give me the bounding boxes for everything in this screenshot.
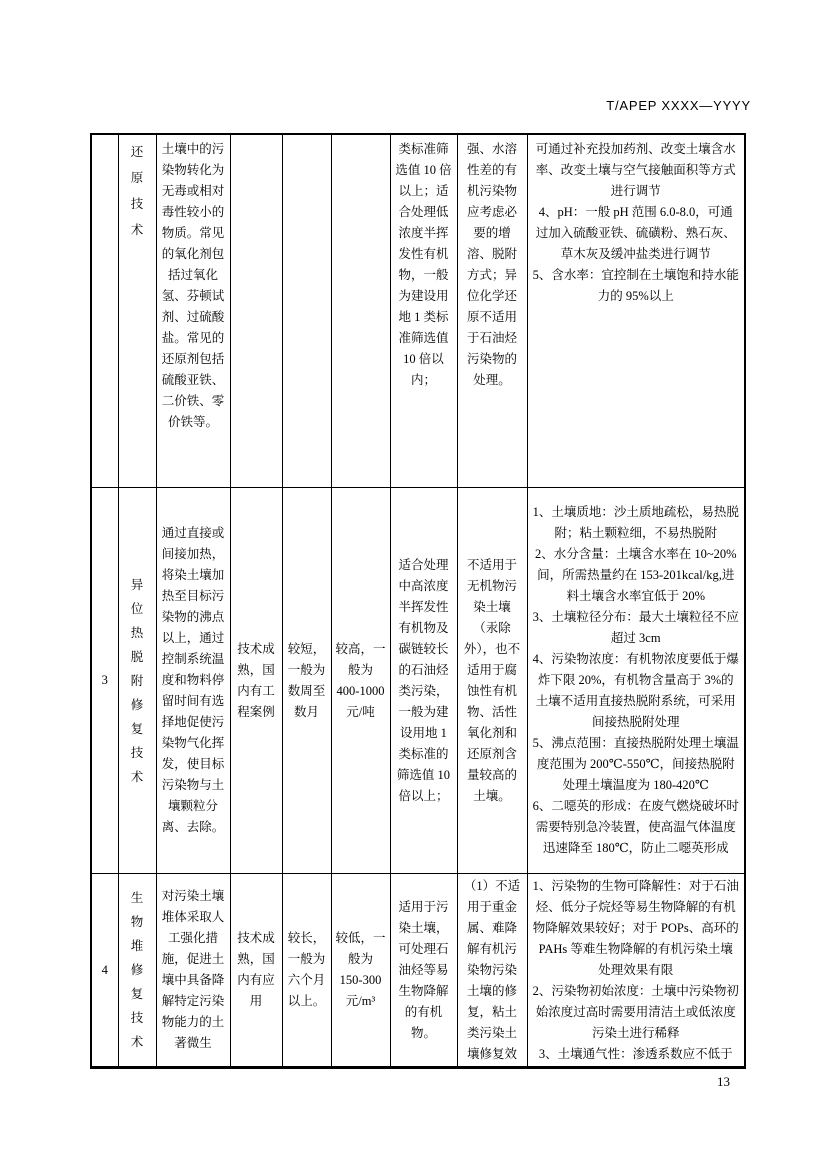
duration-cell [282, 488, 331, 874]
duration-text: 较短，一般为数周至数月 [287, 641, 326, 719]
key-parameter-item: 4、污染物浓度：有机物浓度要低于爆炸下限 20%，有机物含量高于 3%的土壤不适用直接热脱附系统，可采用间接热脱附处理 [532, 652, 739, 729]
not-applicable-scope: （1）不适用于重金属、难降解有机污染物污染土壤的修复，粘土类污染土壤修复效 [463, 879, 521, 1061]
row-number-cell [91, 874, 118, 1068]
maturity-cell [230, 874, 282, 1068]
not-applicable-scope: 强、水溶性差的有机污染物应考虑必要的增溶、脱附方式；异位化学还原不适用于石油烃污染物的处理。 [466, 142, 517, 387]
cost-text: 较低，一般为 150-300 元/m³ [335, 931, 386, 1008]
key-parameter-item: 5、沸点范围：直接热脱附处理土壤温度范围为 200℃-550℃，间接热脱附处理土壤温度为 180-420℃ [532, 736, 739, 792]
key-parameter-item: 5、含水率：宜控制在土壤饱和持水能力的 95%以上 [532, 268, 739, 303]
tech-name: 生物堆修复技术 [130, 891, 144, 1049]
cost-cell [331, 488, 390, 874]
document-header: T/APEP XXXX—YYYY [606, 98, 751, 113]
not-applicable-scope: 不适用于无机物污染土壤（汞除外），也不适用于腐蚀性有机物、活性氧化剂和还原剂含量较高的土壤。 [463, 557, 521, 803]
tech-name-cell [118, 134, 156, 488]
cost-cell [331, 134, 390, 488]
tech-description: 对污染土壤堆体采取人工强化措施，促进土壤中具备降解特定污染物能力的土著微生 [161, 889, 225, 1050]
maturity-text: 技术成熟，国内有工程案例 [237, 641, 275, 719]
tech-description: 土壤中的污染物转化为无毒或相对毒性较小的物质。常见的氧化剂包括过氧化氢、芬顿试剂、过硫酸盐。常见的还原剂包括硫酸亚铁、二价铁、零价铁等。 [161, 142, 225, 429]
tech-name-cell [118, 488, 156, 874]
not-applicable-scope-cell [457, 488, 527, 874]
key-parameter-item: 2、污染物初始浓度：土壤中污染物初始浓度过高时需要用清洁土或低浓度污染土进行稀释 [532, 984, 739, 1040]
tech-description-cell [156, 488, 230, 874]
table-row-thermal-desorption [91, 488, 745, 874]
not-applicable-scope-cell [457, 134, 527, 488]
applicable-scope-cell [390, 874, 457, 1068]
tech-name: 异位热脱附修复技术 [130, 577, 144, 784]
tech-name-cell [118, 874, 156, 1068]
table-row-biopile [91, 874, 745, 1068]
table-row-reduction-tech [91, 134, 745, 488]
cost-cell [331, 874, 390, 1068]
applicable-scope: 适合处理中高浓度半挥发性有机物及碳链较长的石油烃类污染，一般为建设用地 1 类标准的筛选值 10 倍以上； [396, 557, 451, 803]
key-parameter-item: 3、土壤通气性：渗透系数应不低于 [538, 1047, 733, 1061]
key-parameter-item: 2、水分含量：土壤含水率在 10~20%间，所需热量约在 153-201kcal/kg,进料土壤含水率宜低于 20% [534, 547, 737, 603]
key-parameters-cell [527, 134, 745, 488]
not-applicable-scope-cell [457, 874, 527, 1068]
key-parameter-item: 3、土壤粒径分布：最大土壤粒径不应超过 3cm [532, 610, 739, 645]
key-parameter-item: 1、土壤质地：沙土质地疏松，易热脱附；粘土颗粒细，不易热脱附 [532, 505, 739, 540]
applicable-scope-cell [390, 134, 457, 488]
key-parameter-item: 4、pH：一般 pH 范围 6.0-8.0，可通过加入硫酸亚铁、硫磺粉、熟石灰、草木灰及缓冲盐类进行调节 [535, 205, 736, 261]
technology-comparison-table [90, 133, 746, 1069]
tech-description-cell [156, 874, 230, 1068]
duration-cell [282, 874, 331, 1068]
maturity-cell [230, 488, 282, 874]
maturity-text: 技术成熟，国内有应用 [237, 931, 275, 1008]
page-number: 13 [717, 1074, 730, 1089]
maturity-cell [230, 134, 282, 488]
row-number: 3 [101, 673, 108, 687]
tech-name: 还原技术 [130, 145, 144, 237]
cost-text: 较高，一般为 400-1000 元/吨 [335, 641, 386, 719]
duration-text: 较长，一般为六个月以上。 [287, 931, 326, 1008]
duration-cell [282, 134, 331, 488]
applicable-scope: 类标准筛选值 10 倍以上；适合处理低浓度半挥发性有机物，一般为建设用地 1 类标准筛选值 10 倍以内； [395, 142, 452, 387]
tech-description: 通过直接或间接加热，将染土壤加热至目标污染物的沸点以上，通过控制系统温度和物料停留时间有选择地促使污染物气化挥发，使目标污染物与土壤颗粒分离、去除。 [161, 526, 225, 834]
applicable-scope: 适用于污染土壤，可处理石油烃等易生物降解的有机物。 [398, 899, 449, 1040]
applicable-scope-cell [390, 488, 457, 874]
key-parameters-cell [527, 874, 745, 1068]
row-number-cell [91, 488, 118, 874]
key-parameter-item: 6、二噁英的形成：在废气燃烧破坏时需要特别急冷装置，使高温气体温度迅速降至 180℃，防止二噁英形成 [532, 799, 739, 855]
row-number-cell [91, 134, 118, 488]
key-parameter-item: 1、污染物的生物可降解性：对于石油烃、低分子烷烃等易生物降解的有机物降解效果较好；对于 POPs、高环的 PAHs 等难生物降解的有机污染土壤处理效果有限 [532, 879, 739, 977]
key-parameters-cell [527, 488, 745, 874]
row-number: 4 [101, 962, 108, 977]
tech-description-cell [156, 134, 230, 488]
key-parameter-item: 可通过补充投加药剂、改变土壤含水率、改变土壤与空气接触面积等方式进行调节 [535, 142, 736, 198]
